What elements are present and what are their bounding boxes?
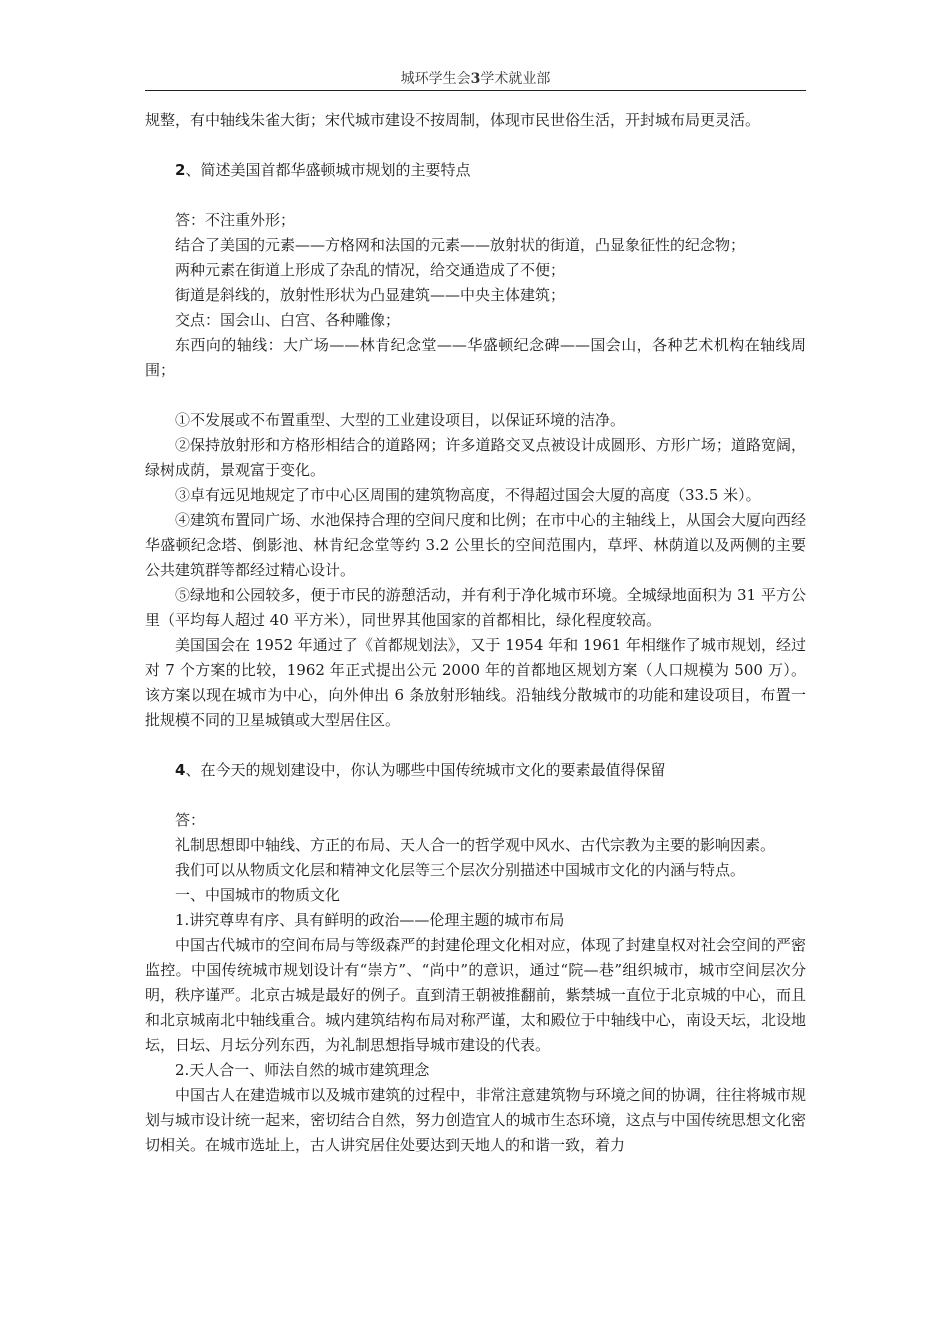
paragraph: ③卓有远见地规定了市中心区周围的建筑物高度，不得超过国会大厦的高度（33.5 米）。 xyxy=(175,486,761,504)
paragraph: 规整，有中轴线朱雀大街；宋代城市建设不按周制，体现市民世俗生活，开封城布局更灵活。 xyxy=(145,111,761,129)
header-left-text: 城环学生会 xyxy=(400,71,471,87)
paragraph: ②保持放射形和方格形相结合的道路网；许多道路交叉点被设计成圆形、方形广场；道路宽阔，绿树成荫，景观富于变化。 xyxy=(145,436,806,479)
paragraph: ⑤绿地和公园较多，便于市民的游憩活动，并有利于净化城市环境。全城绿地面积为 31 平方公里（平均每人超过 40 平方米），同世界其他国家的首都相比，绿化程度较高。 xyxy=(145,586,806,629)
paragraph: 我们可以从物质文化层和精神文化层等三个层次分别描述中国城市文化的内涵与特点。 xyxy=(175,861,746,879)
question-text: 、简述美国首都华盛顿城市规划的主要特点 xyxy=(185,161,471,179)
question-heading xyxy=(145,758,806,783)
paragraph: 结合了美国的元素——方格网和法国的元素——放射状的街道，凸显象征性的纪念物； xyxy=(175,236,746,254)
paragraph: 礼制思想即中轴线、方正的布局、天人合一的哲学观中风水、古代宗教为主要的影响因素。 xyxy=(175,836,776,854)
question-heading xyxy=(145,158,806,183)
paragraph: 街道是斜线的，放射性形状为凸显建筑——中央主体建筑； xyxy=(175,286,566,304)
subsection-heading: 1.讲究尊卑有序、具有鲜明的政治——伦理主题的城市布局 xyxy=(175,911,565,929)
page-number: 3 xyxy=(470,71,481,87)
question-number: 2 xyxy=(175,161,186,179)
paragraph: 答： xyxy=(175,811,206,829)
page-header xyxy=(145,70,806,91)
header-right-text: 学术就业部 xyxy=(480,71,551,87)
paragraph: 中国古代城市的空间布局与等级森严的封建伦理文化相对应，体现了封建皇权对社会空间的严密监控。中国传统城市规划设计有“崇方”、“尚中”的意识，通过“院—巷”组织城市，城市空间层次分明，秩序谨严。北京古城是最好的例子。直到清王朝被推翻前，紫禁城一直位于北京城的中心，而且和北京城南北中轴线重合。城内建筑结构布局对称严谨，太和殿位于中轴线中心，南设天坛，北设地坛，日坛、月坛分列东西，为礼制思想指导城市建设的代表。 xyxy=(145,936,806,1054)
paragraph: 美国国会在 1952 年通过了《首都规划法》，又于 1954 年和 1961 年相继作了城市规划，经过对 7 个方案的比较，1962 年正式提出公元 2000 年的首都地区规划方案（人口规模为 500 万）。该方案以现在城市为中心，向外伸出 6 条放射形轴线。沿轴线分散城市的功能和建设项目，布置一批规模不同的卫星城镇或大型居住区。 xyxy=(145,636,806,729)
document-body xyxy=(145,108,806,1158)
paragraph: 两种元素在街道上形成了杂乱的情况，给交通造成了不便； xyxy=(175,261,566,279)
paragraph: 答：不注重外形； xyxy=(175,211,296,229)
question-text: 、在今天的规划建设中，你认为哪些中国传统城市文化的要素最值得保留 xyxy=(185,761,666,779)
subsection-heading: 2.天人合一、师法自然的城市建筑理念 xyxy=(175,1061,430,1079)
paragraph: 东西向的轴线：大广场——林肯纪念堂——华盛顿纪念碑——国会山，各种艺术机构在轴线周围； xyxy=(145,336,806,379)
section-heading: 一、中国城市的物质文化 xyxy=(175,886,341,904)
paragraph: 交点：国会山、白宫、各种雕像； xyxy=(175,311,401,329)
paragraph: ④建筑布置同广场、水池保持合理的空间尺度和比例；在市中心的主轴线上，从国会大厦向西经华盛顿纪念塔、倒影池、林肯纪念堂等约 3.2 公里长的空间范围内，草坪、林荫道以及两侧的主要公共建筑群等都经过精心设计。 xyxy=(145,511,806,579)
paragraph: 中国古人在建造城市以及城市建筑的过程中，非常注意建筑物与环境之间的协调，往往将城市规划与城市设计统一起来，密切结合自然，努力创造宜人的城市生态环境，这点与中国传统思想文化密切相关。在城市选址上，古人讲究居住处要达到天地人的和谐一致，着力 xyxy=(145,1086,806,1154)
question-number: 4 xyxy=(175,761,186,779)
paragraph: ①不发展或不布置重型、大型的工业建设项目，以保证环境的洁净。 xyxy=(175,411,626,429)
